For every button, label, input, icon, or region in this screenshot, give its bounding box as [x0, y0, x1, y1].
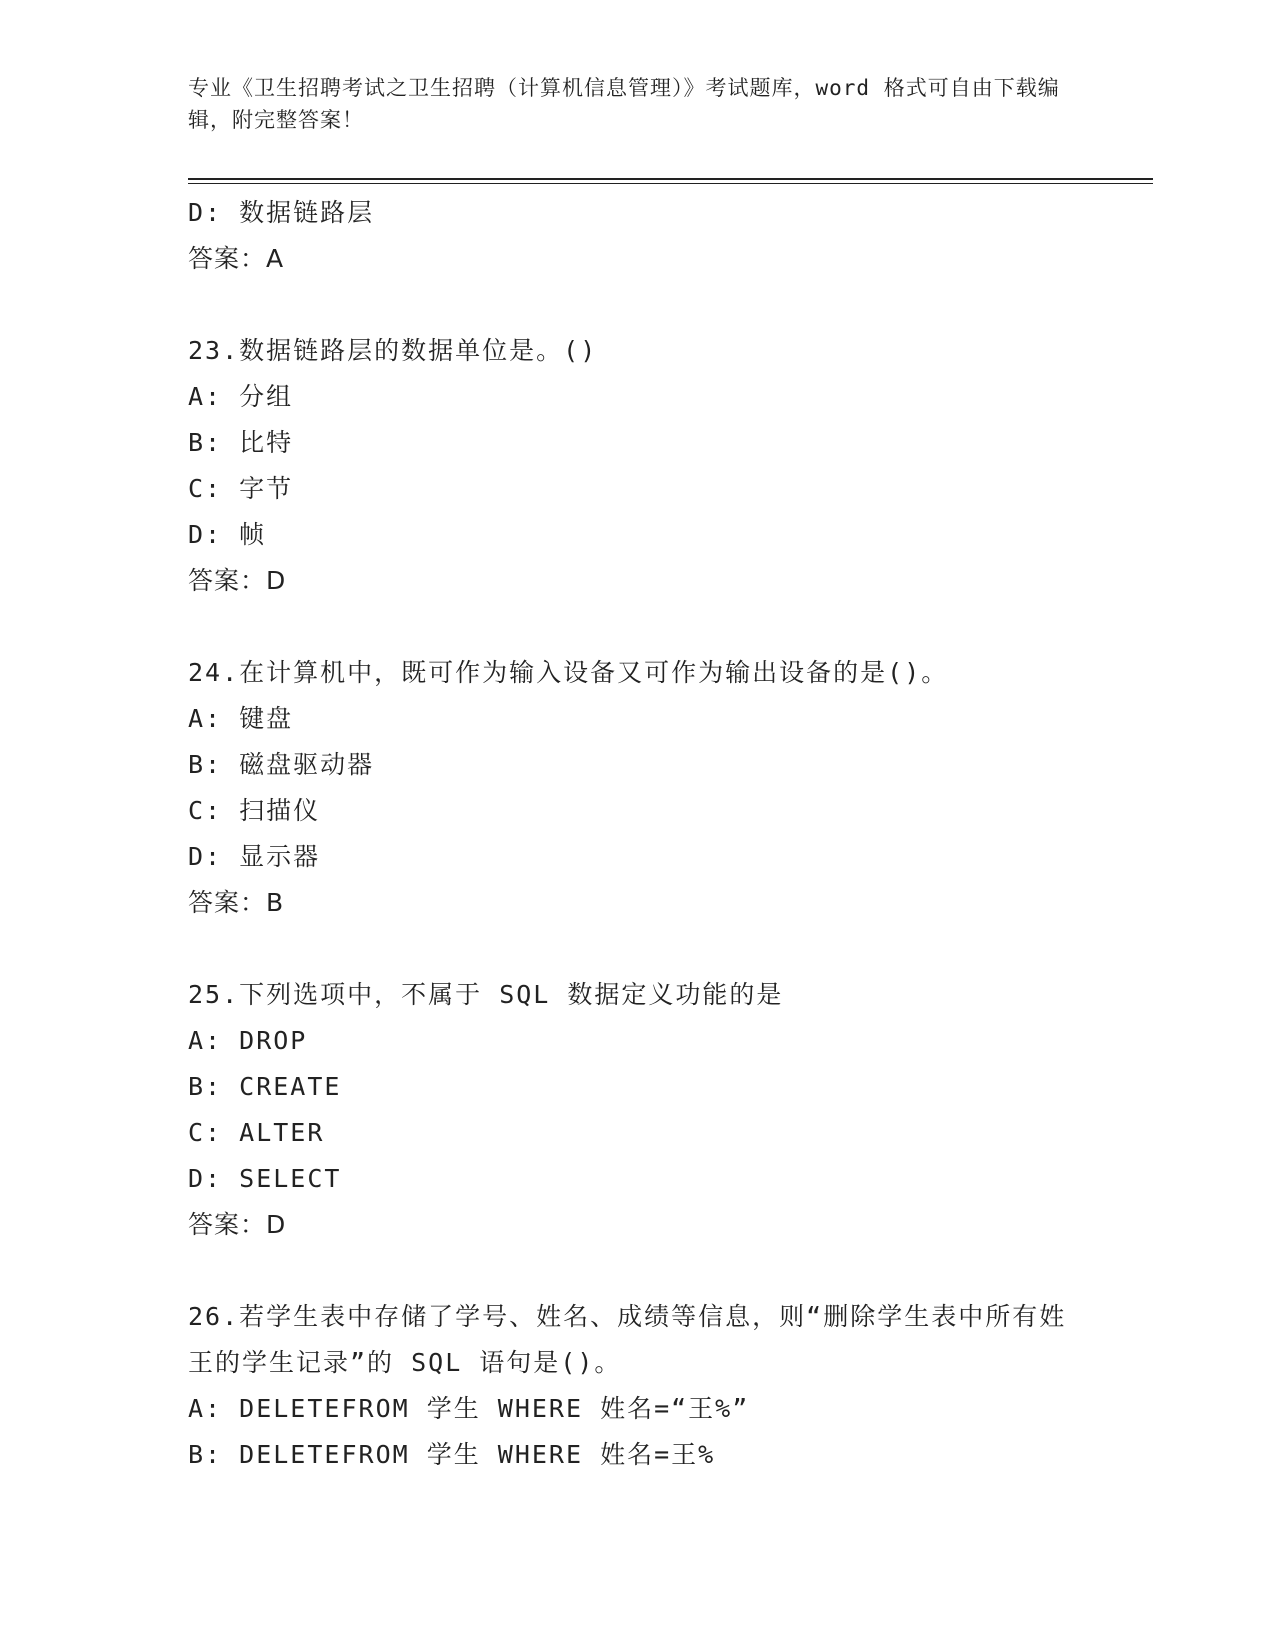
question-stem: 24.在计算机中，既可作为输入设备又可作为输出设备的是()。	[188, 658, 949, 687]
option-d: D: 数据链路层	[188, 198, 375, 227]
answer-line: 答案：D	[188, 566, 287, 595]
option-b: B: DELETEFROM 学生 WHERE 姓名=王%	[188, 1440, 716, 1469]
question-stem: 23.数据链路层的数据单位是。()	[188, 336, 598, 365]
question-25	[188, 972, 1088, 1248]
option-a: A: DELETEFROM 学生 WHERE 姓名=“王%”	[188, 1394, 750, 1423]
question-23	[188, 328, 1088, 604]
option-d: D: 显示器	[188, 842, 321, 871]
option-c: C: 字节	[188, 474, 294, 503]
option-d: D: 帧	[188, 520, 267, 549]
question-stem: 25.下列选项中，不属于 SQL 数据定义功能的是	[188, 980, 784, 1009]
option-a: A: 分组	[188, 382, 294, 411]
answer-line: 答案：B	[188, 888, 285, 917]
header-divider-thick	[188, 178, 1153, 180]
option-b: B: 比特	[188, 428, 294, 457]
option-d: D: SELECT	[188, 1164, 342, 1193]
option-a: A: 键盘	[188, 704, 294, 733]
question-stem: 26.若学生表中存储了学号、姓名、成绩等信息，则“删除学生表中所有姓王的学生记录”的 SQL 语句是()。	[188, 1302, 1067, 1377]
answer-line: 答案：D	[188, 1210, 287, 1239]
question-list	[188, 190, 1088, 1478]
option-c: C: ALTER	[188, 1118, 325, 1147]
option-c: C: 扫描仪	[188, 796, 321, 825]
question-24	[188, 650, 1088, 926]
header-divider-thin	[188, 183, 1153, 184]
option-b: B: 磁盘驱动器	[188, 750, 375, 779]
document-header: 专业《卫生招聘考试之卫生招聘（计算机信息管理）》考试题库，word 格式可自由下载编辑，附完整答案！	[188, 76, 1060, 132]
question-26	[188, 1294, 1088, 1478]
option-b: B: CREATE	[188, 1072, 342, 1101]
answer-line: 答案：A	[188, 244, 285, 273]
option-a: A: DROP	[188, 1026, 308, 1055]
